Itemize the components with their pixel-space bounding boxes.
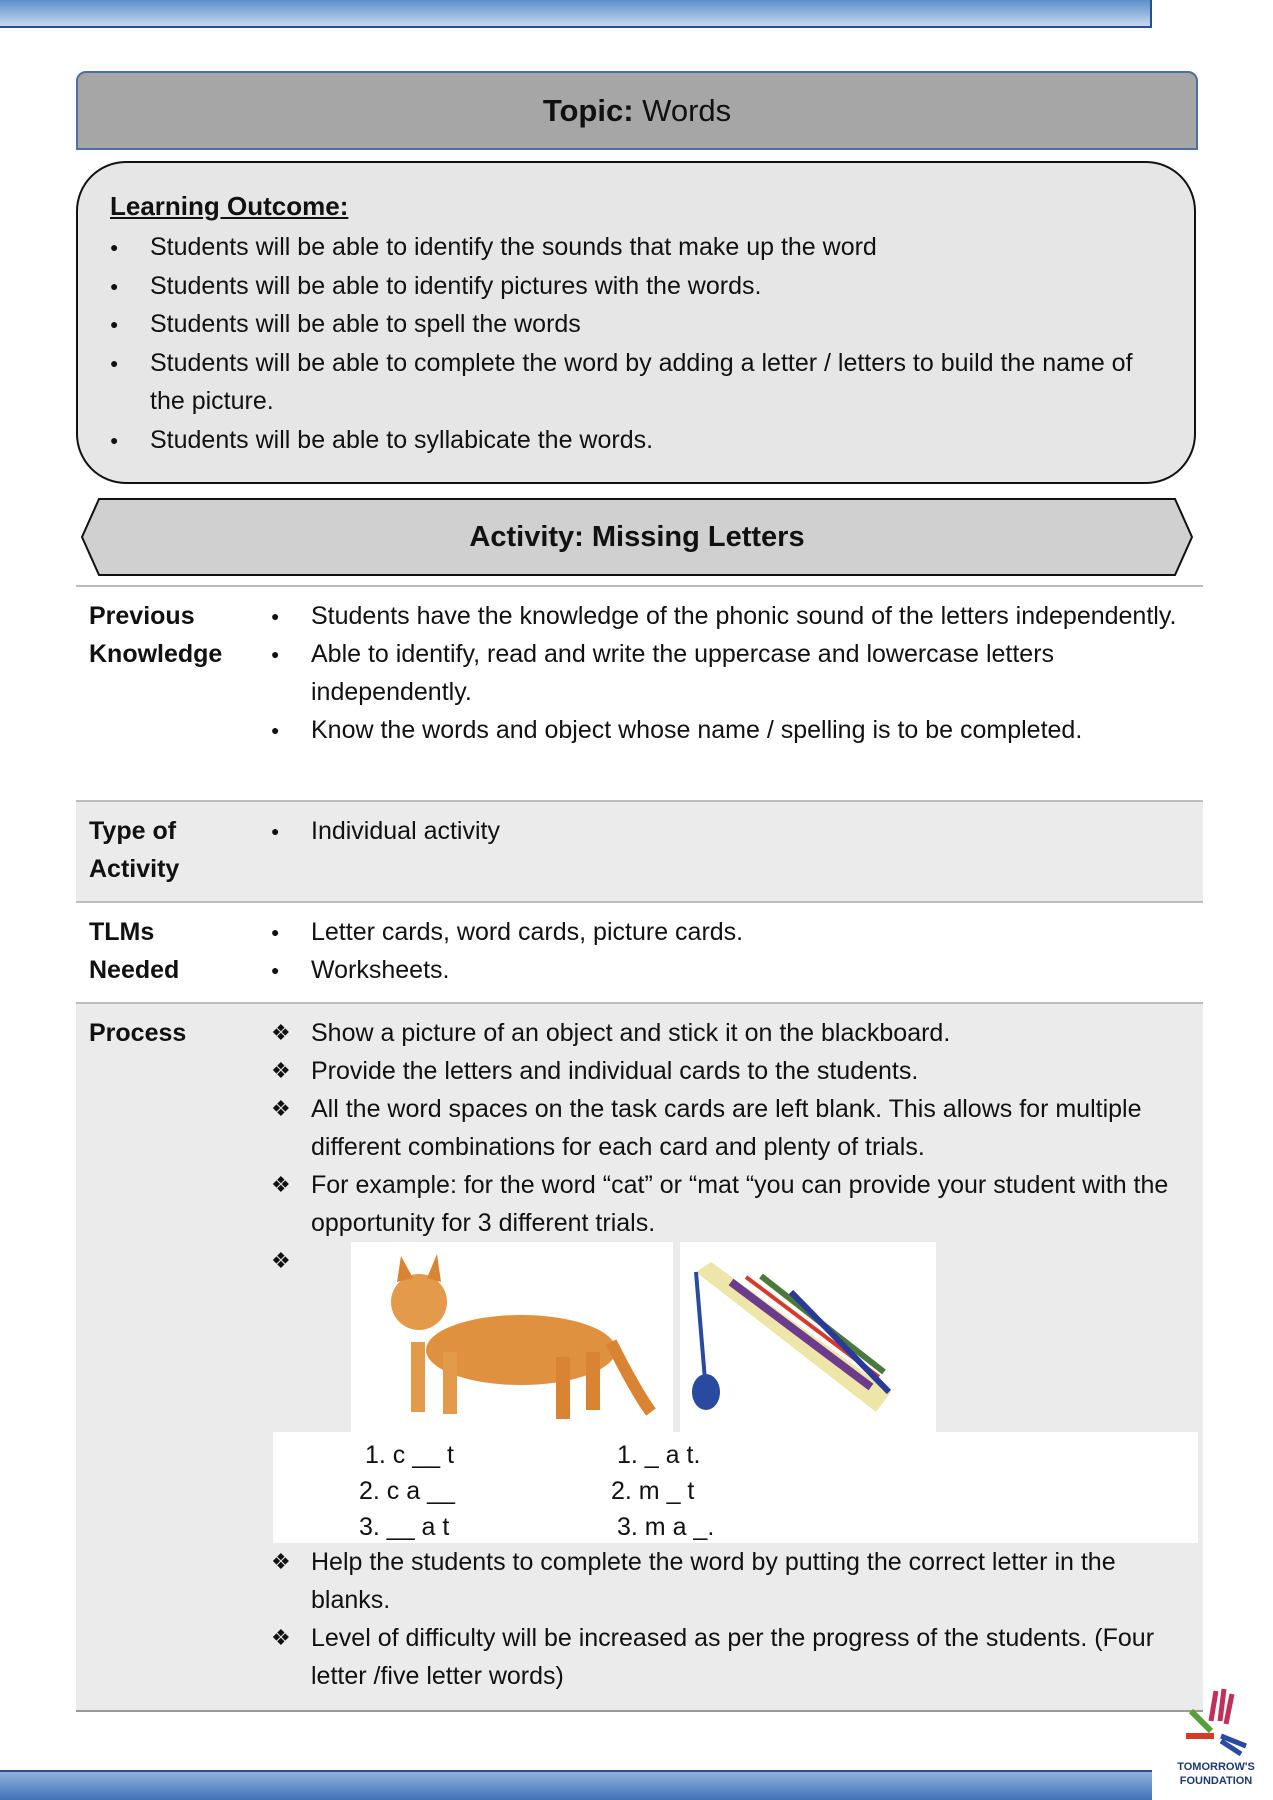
header-band [0, 0, 1152, 28]
outcome-item: ● Students will be able to spell the words [110, 305, 1164, 344]
mat-trial: 3. m a _. [617, 1513, 715, 1541]
topic-value: Words [642, 92, 732, 128]
list-item: ❖ For example: for the word “cat” or “mat “you can provide your student with the opportunity for 3 different trials. [271, 1166, 1193, 1242]
mat-trial: 2. m _ t [611, 1477, 695, 1505]
row-label: Process [89, 1019, 187, 1047]
cat-and-mat-images [351, 1242, 941, 1432]
row-label: Previous Knowledge [89, 602, 223, 668]
logo-text: TOMORROW'S [1177, 1761, 1255, 1773]
list-item: ● Worksheets. [271, 951, 1193, 989]
logo-text: FOUNDATION [1179, 1775, 1253, 1787]
row-label: TLMs Needed [89, 918, 180, 984]
mat-trial: 1. _ a t. [617, 1441, 701, 1469]
activity-banner [81, 498, 1193, 576]
list-item: ❖ All the word spaces on the task cards are left blank. This allows for multiple different combinations for each card and plenty of trials. [271, 1090, 1193, 1166]
outcome-item: ● Students will be able to complete the word by adding a letter / letters to build the name of the picture. [110, 344, 1164, 421]
learning-outcome-box [76, 161, 1196, 484]
activity-title: Activity: Missing Letters [469, 520, 805, 553]
learning-outcome-heading: Learning Outcome: [110, 191, 349, 221]
list-item: ● Individual activity [271, 812, 1193, 850]
outcome-item: ● Students will be able to syllabicate the words. [110, 421, 1164, 460]
cat-trial: 3. __ a t [359, 1513, 450, 1541]
trials-block [271, 1432, 1193, 1543]
list-item: ❖ Show a picture of an object and stick it on the blackboard. [271, 1014, 1193, 1052]
cat-trial: 2. c a __ [359, 1477, 455, 1505]
outcome-item: ● Students will be able to identify the sounds that make up the word [110, 228, 1164, 267]
outcome-item: ● Students will be able to identify pictures with the words. [110, 267, 1164, 306]
list-item: ❖ Level of difficulty will be increased as per the progress of the students. (Four letter /five letter words) [271, 1619, 1193, 1695]
row-label: Type of Activity [89, 817, 180, 883]
hands-logo-icon [1176, 1686, 1256, 1756]
row-previous-knowledge [76, 585, 1203, 800]
list-item: ❖ Provide the letters and individual cards to the students. [271, 1052, 1193, 1090]
cat-trial: 1. c __ t [365, 1441, 454, 1469]
list-item: ● Know the words and object whose name / spelling is to be completed. [271, 711, 1193, 749]
list-item: ● Students have the knowledge of the phonic sound of the letters independently. [271, 597, 1193, 635]
footer-band [0, 1770, 1152, 1800]
row-tlms [76, 901, 1203, 1002]
list-item: ● Letter cards, word cards, picture cards. [271, 913, 1193, 951]
row-type-of-activity [76, 800, 1203, 901]
topic-banner [76, 71, 1198, 150]
picture-item [271, 1242, 1193, 1432]
list-item: ❖ Help the students to complete the word by putting the correct letter in the blanks. [271, 1543, 1193, 1619]
foundation-logo [1166, 1686, 1266, 1788]
list-item: ● Able to identify, read and write the uppercase and lowercase letters independently. [271, 635, 1193, 711]
topic-label: Topic: [542, 92, 634, 128]
row-process [76, 1002, 1203, 1712]
